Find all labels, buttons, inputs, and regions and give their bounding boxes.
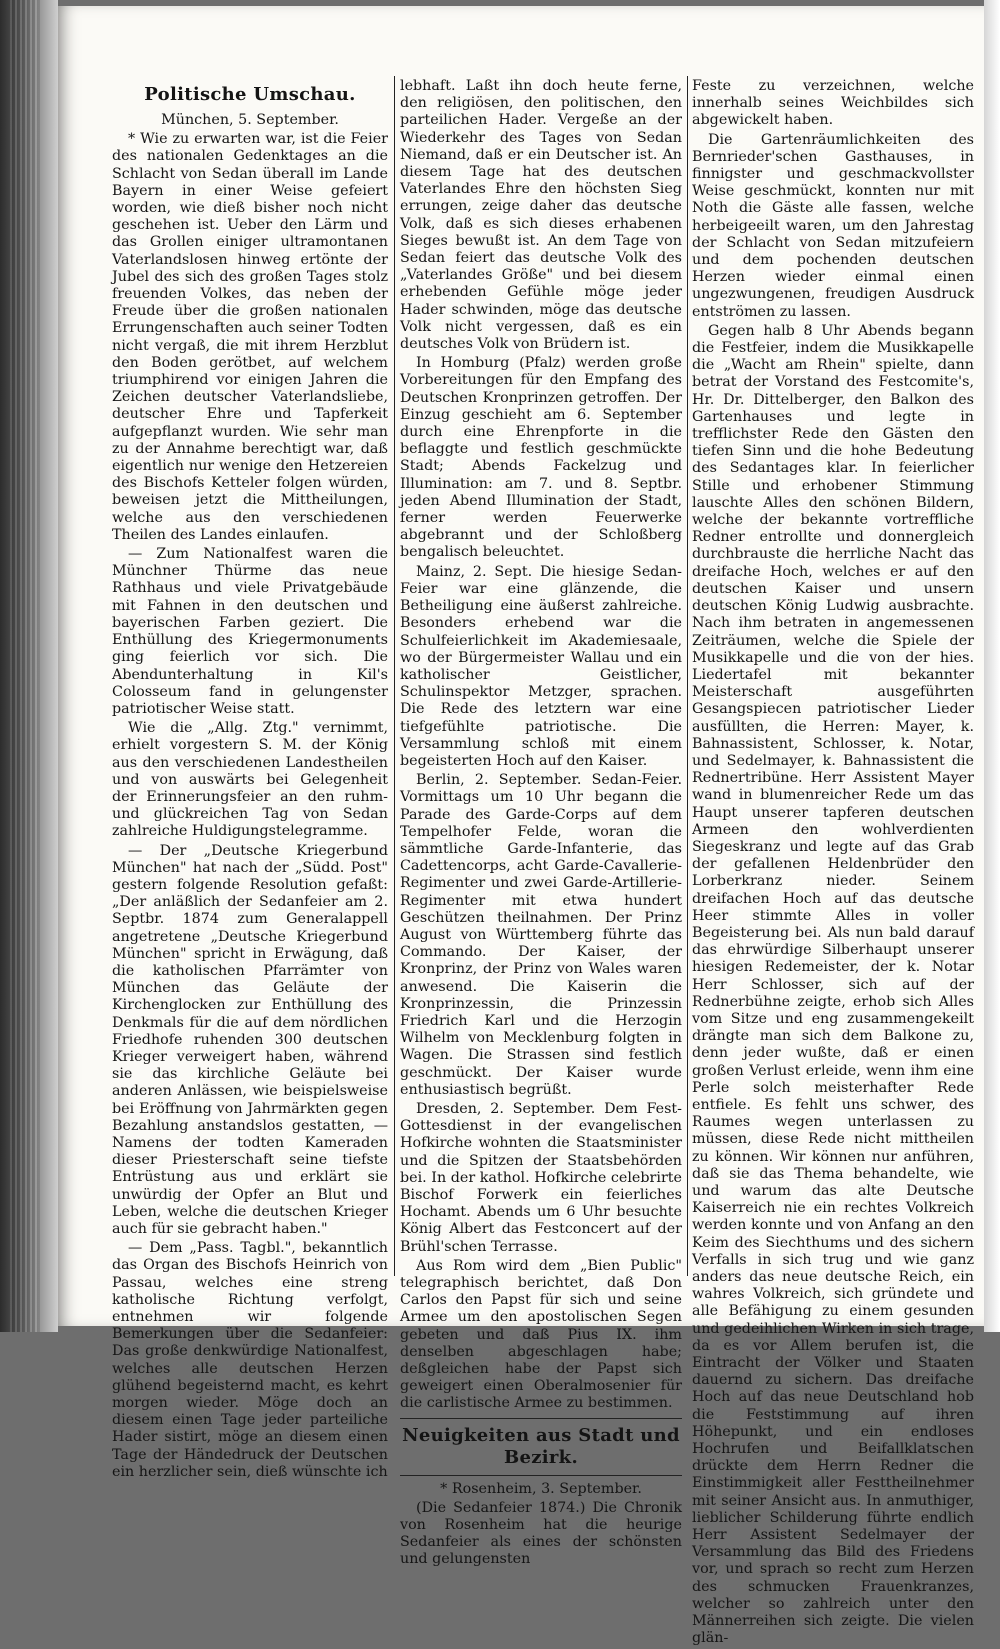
section-divider (400, 1475, 682, 1476)
dateline: * Rosenheim, 3. September. (440, 1480, 642, 1497)
column-rule (687, 76, 688, 1276)
article-paragraph: Feste zu verzeichnen, welche innerhalb seines Weichbildes sich abgewickelt haben. (692, 78, 974, 129)
article-paragraph: Gegen halb 8 Uhr Abends begann die Festfeier, indem die Musikkapelle die „Wacht am Rhein" spielte, dann betrat der Vorstand des Festcomite's, Hr. Dr. Dittelberger, den Balkon des Gartenhauses und legte in trefflichster Rede den Gästen den tiefen Sinn und die hohe Bedeutung des Sedantages klar. In feierlicher Stille und erhobener Stimmung lauschte Alles den schönen Bildern, welche der bekannte vortreffliche Redner entrollte und donnergleich durchbrauste die herrliche Nacht das dreifache Hoch, welches er auf den deutschen Kaiser und unsern deutschen König Ludwig ausbrachte. Nach ihm betraten in angemessenen Zeiträumen, welche die Spiele der Musikkapelle und die von der hies. Liedertafel mit bekannter Meisterschaft ausgeführten Gesangspiecen patriotischer Lieder ausfüllten, die Herren: Mayer, k. Bahnassistent, Schlosser, k. Notar, und Sedelmayer, k. Bahnassistent die Rednertribüne. Herr Assistent Mayer wand in blumenreicher Rede um das Haupt unserer tapferen deutschen Armeen den wohlverdienten Siegeskranz und legte auf das Grab der gefallenen Heldenbrüder den Lorberkranz nieder. Seinem dreifachen Hoch auf das deutsche Heer stimmte Alles in voller Begeisterung bei. Als nun bald darauf das ehrwürdige Silberhaupt unserer hiesigen Redemeister, der k. Notar Herr Schlosser, sich auf der Rednerbühne zeigte, erhob sich Alles vom Sitze und eng zusammengekeilt drängte man sich dem Balkone zu, denn jeder wußte, daß er einen großen Verlust erleide, wenn ihm eine Perle solch meisterhafter Rede entfiele. Es fehlt uns schwer, des Raumes wegen unterlassen zu müssen, diese Rede nicht mittheilen zu können. Wir können nur anführen, daß sie das Thema behandelte, wie und warum das alte Deutsche Kaiserreich nie ein rechtes Volkreich werden konnte und von Anfang an den Keim des Siechthums und des sichern Verfalls in sich trug und wie ganz anders das neue deutsche Reich, ein wahres Volkreich, sich gründete und alle Befähigung zu einem gesunden und gedeihlichen Wirken in sich trage, da es vor Allem berufen ist, die Eintracht der Völker und Staaten dauernd zu sichern. Das dreifache Hoch auf das neue Deutschland hob die Feststimmung auf ihren Höhepunkt, und ein endloses Hochrufen und Beifallklatschen drückte dem Herrn Redner die Einstimmigkeit aller Festtheilnehmer mit seiner Ansicht aus. In anmuthiger, lieblicher Schilderung führte endlich Herr Assistent Sedelmayer der Versammlung das Bild des Friedens vor, und sprach so recht zum Herzen des schmucken Frauenkranzes, welcher so zahlreich unter den Männerreihen sich zeigte. Die vielen glän- (692, 322, 974, 1647)
book-binding (0, 0, 58, 1332)
article-paragraph: Berlin, 2. September. Sedan-Feier. Vormittags um 10 Uhr begann die Parade des Garde-Corps auf dem Tempelhofer Felde, woran die sämmtliche Garde-Infanterie, das Cadettencorps, acht Garde-Cavallerie-Regimenter und zwei Garde-Artillerie-Regimenter mit etwa hundert Geschützen theilnahmen. Der Prinz August von Württemberg führte das Commando. Der Kaiser, der Kronprinz, der Prinz von Wales waren anwesend. Die Kaiserin die Kronprinzessin, die Prinzessin Friedrich Karl und die Herzogin Wilhelm von Mecklenburg folgten in Wagen. Die Strassen sind festlich geschmückt. Der Kaiser wurde enthusiastisch begrüßt. (400, 772, 682, 1098)
article-paragraph: * Wie zu erwarten war, ist die Feier des nationalen Gedenktages an die Schlacht von Sedan überall im Lande Bayern in einer Weise gefeiert worden, wie dieß bisher noch nicht geschehen ist. Ueber den Lärm und das Grollen einiger ultramontanen Vaterlandslosen hinweg ertönte der Jubel des sich des großen Tages stolz freuenden Volkes, das neben der Freude über die großen nationalen Errungenschaften auch seiner Todten nicht vergaß, die mit ihrem Herzblut den Boden gerötbet, auf welchem triumphirend vor einigen Jahren die Zeichen deutscher Vaterlandsliebe, deutscher Ehre und Tapferkeit aufgepflanzt wurden. Wie sehr man zu der Annahme berechtigt war, daß eigentlich nur wenige den Hetzereien des Bischofs Ketteler folgen würden, beweisen jetzt die Mittheilungen, welche aus den verschiedenen Theilen des Landes einlaufen. (112, 131, 388, 543)
page-edge (984, 0, 1000, 1332)
column-1 (112, 78, 388, 1483)
article-paragraph: lebhaft. Laßt ihn doch heute ferne, den religiösen, den politischen, den parteilichen Hader. Vergeße an der Wiederkehr des Tages von Sedan Niemand, daß er ein Deutscher ist. An diesem Tage hat des deutschen Vaterlandes Ehre den höchsten Sieg errungen, zeige daher das deutsche Volk, daß es sich dieses erhabenen Sieges bewußt ist. An dem Tage von Sedan feiert das deutsche Volk des „Vaterlandes Größe" und bei diesem erhebenden Gefühle möge jeder Hader schwinden, möge das deutsche Volk nicht vergessen, daß es ein deutsches Volk von Brüdern ist. (400, 78, 682, 353)
article-paragraph: Die Gartenräumlichkeiten des Bernrieder'schen Gasthauses, in finnigster und geschmackvollster Weise geschmückt, konnten nur mit Noth die Gäste alle fassen, welche herbeigeeilt waren, um den Jahrestag der Schlacht von Sedan mitzufeiern und dem pochenden deutschen Herzen wieder einmal einen ungezwungenen, freudigen Ausdruck entströmen zu lassen. (692, 131, 974, 320)
article-paragraph: Dresden, 2. September. Dem Fest-Gottesdienst in der evangelischen Hofkirche wohnten die Staatsminister und die Spitzen der Staatsbehörden bei. In der kathol. Hofkirche celebrirte Bischof Forwerk ein feierliches Hochamt. Abends um 6 Uhr besuchte König Albert das Festconcert auf der Brühl'schen Terrasse. (400, 1100, 682, 1255)
article-paragraph: Wie die „Allg. Ztg." vernimmt, erhielt vorgestern S. M. der König aus den verschiedenen Landestheilen und von auswärts bei Gelegenheit der Erinnerungsfeier an den ruhm- und glückreichen Tag von Sedan zahlreiche Huldigungstelegramme. (112, 720, 388, 840)
section-heading: Politische Umschau. (144, 84, 356, 105)
article-paragraph: — Zum Nationalfest waren die Münchner Thürme das neue Rathhaus und viele Privatgebäude mit Fahnen in den deutschen und bayerischen Farben geziert. Die Enthüllung des Kriegermonuments ging feierlich vor sich. Die Abendunterhaltung in Kil's Colosseum fand in gelungenster patriotischer Weise statt. (112, 546, 388, 717)
section-divider (400, 1418, 682, 1419)
column-3 (692, 78, 974, 1649)
column-2 (400, 78, 682, 1571)
article-paragraph: Aus Rom wird dem „Bien Public" telegraphisch berichtet, daß Don Carlos den Papst für sich und seine Armee um den apostolischen Segen gebeten und daß Pius IX. ihm denselben abgeschlagen habe; deßgleichen habe der Papst sich geweigert einen Oberalmosenier für die carlistische Armee zu bestimmen. (400, 1257, 682, 1412)
article-paragraph: In Homburg (Pfalz) werden große Vorbereitungen für den Empfang des Deutschen Kronprinzen getroffen. Der Einzug geschieht am 6. September durch eine Ehrenpforte in die beflaggte und festlich geschmückte Stadt; Abends Fackelzug und Illumination: am 7. und 8. Septbr. jeden Abend Illumination der Stadt, ferner werden Feuerwerke abgebrannt und der Schloßberg bengalisch beleuchtet. (400, 355, 682, 561)
article-paragraph: — Dem „Pass. Tagbl.", bekanntlich das Organ des Bischofs Heinrich von Passau, welches eine streng katholische Richtung verfolgt, entnehmen wir folgende Bemerkungen über die Sedanfeier: Das große denkwürdige Nationalfest, welches alle deutschen Herzen glühend begeisternd macht, es kehrt morgen wieder. Möge doch an diesem einen Tage jeder parteiliche Hader sistirt, möge an diesem einen Tage der Händedruck der Deutschen ein herzlicher sein, dieß wünschte ich (112, 1240, 388, 1480)
column-rule (394, 76, 395, 1276)
article-paragraph: Mainz, 2. Sept. Die hiesige Sedan-Feier war eine glänzende, die Betheiligung eine äußerst zahlreiche. Besonders erhebend war die Schulfeierlichkeit im Akademiesaale, wo der Bürgermeister Wallau und ein katholischer Geistlicher, Schulinspektor Metzger, sprachen. Die Rede des letztern war eine tiefgefühlte patriotische. Die Versammlung schloß mit einem begeisterten Hoch auf den Kaiser. (400, 563, 682, 769)
section-heading: Neuigkeiten aus Stadt und Bezirk. (402, 1424, 680, 1468)
article-paragraph: (Die Sedanfeier 1874.) Die Chronik von Rosenheim hat die heurige Sedanfeier als eines der schönsten und gelungensten (400, 1499, 682, 1568)
dateline: München, 5. September. (161, 112, 339, 128)
article-paragraph: — Der „Deutsche Kriegerbund München" hat nach der „Südd. Post" gestern folgende Resolution gefaßt: „Der anläßlich der Sedanfeier am 2. Septbr. 1874 zum Generalappell angetretene „Deutsche Kriegerbund München" spricht in Erwägung, daß die katholischen Pfarrämter von München das Geläute der Kirchenglocken zur Enthüllung des Denkmals für die auf dem nördlichen Friedhofe ruhenden 300 deutschen Krieger verweigert haben, während sie das kirchliche Geläute bei anderen Anlässen, wie beispielsweise bei Eröffnung von Jahrmärkten gegen Bezahlung anstandslos gestatten, — Namens der todten Kameraden dieser Priesterschaft seine tiefste Entrüstung aus und erklärt sie unwürdig der Opfer an Blut und Leben, welche die deutschen Krieger auch für sie gebracht haben." (112, 842, 388, 1237)
